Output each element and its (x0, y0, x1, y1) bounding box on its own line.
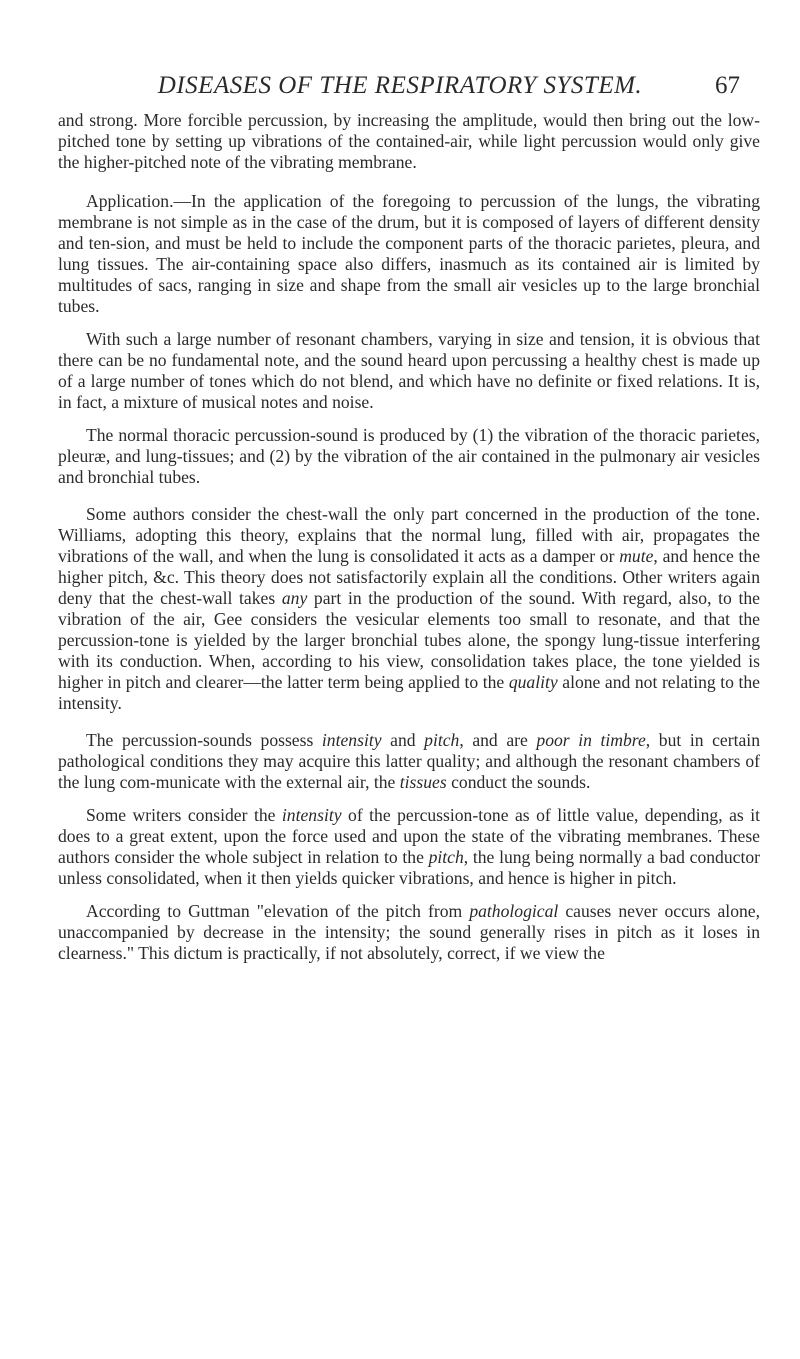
italic-text-run: mute (619, 546, 654, 566)
italic-text-run: pitch (428, 847, 464, 867)
text-run: The percussion-sounds possess (86, 730, 322, 750)
italic-text-run: any (281, 588, 308, 608)
text-run: conduct the sounds. (446, 772, 591, 792)
paragraph-application (58, 191, 760, 317)
body-text (58, 110, 760, 980)
text-run: causes never occurs alone, unaccompanied by decrease in the intensity; the sound generally rises in pitch as it loses in clearness." This dictum is practically, if not absolutely, correct, if we view the (58, 901, 760, 963)
paragraph-authors-theories (58, 504, 760, 714)
text-run: Some authors consider the chest-wall the only part concerned in the production of the tone. Williams, adopting this theory, explains that the normal lung, filled with air, propagates the vibrations of the wall, and when the lung is consolidated it acts as a damper or (58, 504, 760, 566)
italic-text-run: poor in timbre (536, 730, 646, 750)
text-run: With such a large number of resonant chambers, varying in size and tension, it is obvious that there can be no fundamental note, and the sound heard upon percussing a healthy chest is made up of a large number of tones which do not blend, and which have no definite or fixed relations. It is, in fact, a mixture of musical notes and noise. (58, 329, 760, 412)
text-run: , but in certain pathological conditions they may acquire this latter quality; and although the resonant chambers of the lung com-municate with the external air, the (58, 730, 760, 792)
paragraph-resonant-chambers (58, 329, 760, 413)
paragraph-intensity-pitch (58, 805, 760, 889)
italic-text-run: intensity (321, 730, 382, 750)
text-run: of the percussion-tone as of little value, depending, as it does to a great extent, upon the force used and upon the state of the vibrating membranes. These authors consider the whole subject in relation to the (58, 805, 760, 867)
paragraph-continuation (58, 110, 760, 173)
text-run: , and are (459, 730, 537, 750)
page-number: 67 (715, 72, 740, 99)
paragraph-guttman (58, 901, 760, 964)
text-run: Some writers consider the (86, 805, 282, 825)
running-title: DISEASES OF THE RESPIRATORY SYSTEM. (157, 72, 643, 99)
text-run: The normal thoracic percussion-sound is produced by (1) the vibration of the thoracic parietes, pleuræ, and lung-tissues; and (2) by the vibration of the air contained in the pulmonary air vesicles and bronchial tubes. (58, 425, 760, 487)
text-run: and strong. More forcible percussion, by increasing the amplitude, would then bring out the low-pitched tone by setting up vibrations of the contained-air, while light percussion would only give the higher-pitched note of the vibrating membrane. (58, 110, 760, 172)
text-run: , and hence the higher pitch, &c. This theory does not satisfactorily explain all the conditions. Other writers again deny that the chest-wall takes (58, 546, 760, 608)
italic-text-run: pitch (424, 730, 460, 750)
italic-text-run: pathological (469, 901, 559, 921)
text-run: According to Guttman "elevation of the pitch from (86, 901, 470, 921)
paragraph-percussion-qualities (58, 730, 760, 793)
italic-text-run: quality (508, 672, 558, 692)
text-run: alone and not relating to the intensity. (58, 672, 760, 713)
italic-text-run: tissues (399, 772, 447, 792)
italic-text-run: intensity (281, 805, 342, 825)
running-head (0, 66, 800, 106)
text-run: part in the production of the sound. With regard, also, to the vibration of the air, Gee considers the vesicular elements too small to resonate, and that the percussion-tone is yielded by the larger bronchial tubes alone, the spongy lung-tissue interfering with its conduction. When, according to his view, consolidation takes place, the tone yielded is higher in pitch and clearer—the latter term being applied to the (58, 588, 760, 692)
paragraph-normal-percussion-sound (58, 425, 760, 488)
text-run: Application.—In the application of the foregoing to percussion of the lungs, the vibrating membrane is not simple as in the case of the drum, but it is composed of layers of different density and ten-sion, and must be held to include the component parts of the thoracic parietes, pleura, and lung tissues. The air-containing space also differs, inasmuch as its contained air is limited by multitudes of sacs, ranging in size and shape from the small air vesicles up to the large bronchial tubes. (58, 191, 760, 316)
text-run: and (381, 730, 425, 750)
text-run: , the lung being normally a bad conductor unless consolidated, when it then yields quicker vibrations, and hence is higher in pitch. (58, 847, 760, 888)
